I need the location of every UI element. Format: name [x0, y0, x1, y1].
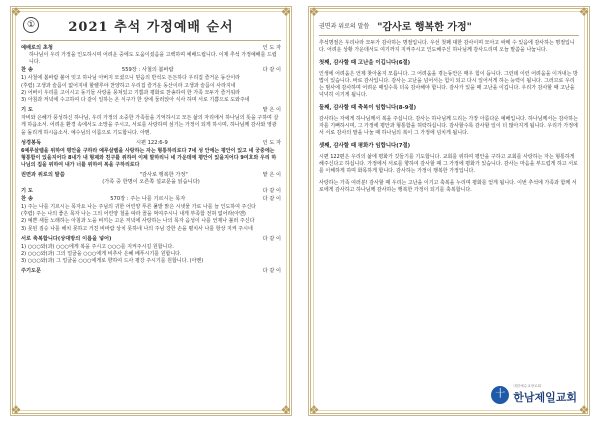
- section-heading: 둘째, 감사할 때 축복이 임합니다(8-9절): [319, 104, 417, 111]
- blessing-line: 1) ○○○와(과) ○○○에게 복을 주시고 ○○○를 지켜주시길 원합니다.: [21, 243, 174, 250]
- prayer2-leader: 다 같 이: [262, 187, 281, 194]
- church-name: 한남제일교회: [513, 391, 577, 404]
- blessing-line: 2) ○○○와(과) 그의 얼굴을 ○○○에게 비추사 은혜 베푸시기를 원합니다.: [21, 250, 182, 257]
- prayer2-label: 기 도: [21, 187, 33, 194]
- sermon-label: 권면과 위로의 말씀: [21, 172, 65, 179]
- blessing-list: [21, 244, 281, 266]
- section-body: 감사하는 자에게 하나님께서 복을 주십니다. 감사는 하나님께 드리는 가장 아름다운 예배입니다. 하나님께서는 감사하는 자를 기뻐하시며, 그 가정에 평안과 형통함을 허락하십니다. 감사할수록 감사할 일이 더 많아지게 됩니다. 우리가 가정에서 서로 감사의 말을 나눌 때 하나님의 복이 그 가정에 넘치게 됩니다.: [319, 115, 578, 137]
- church-logo: [491, 384, 577, 405]
- blessing-line: 3) ○○○와(과) 그 얼굴을 ○○○에게로 향하여 드사 평강 주시기를 원합니다. (아멘): [21, 258, 204, 265]
- lyric-line: 1) 주는 나를 기르시는 목자요 나는 주님의 귀한 어린양 푸른 풀밭 맑은 시냇물 가로 나를 늘 인도하여 주신다: [21, 203, 257, 210]
- sermon-leader: 맡 은 이: [262, 172, 281, 179]
- hymn2-leader: 다 같 이: [262, 195, 281, 202]
- hymn2-row: [21, 195, 281, 203]
- ornament-corner-icon: ❖: [308, 403, 320, 417]
- lyric-line: 2) 어버이 우리를 고이시고 동기들 사랑을 뭉쳐있고 기쁨과 평화로 찬송하여 한 가족 모두가 즐거워라: [21, 89, 240, 96]
- blessing-leader: 다 같 이: [262, 235, 281, 242]
- cross-icon: 十: [491, 386, 509, 404]
- hymn1-label: 찬 송: [21, 67, 33, 74]
- page-title: 2021 추석 가정예배 순서: [68, 20, 234, 35]
- ornament-corner-icon: ❖: [308, 5, 320, 19]
- scripture-ref: 시편 122:6-9: [135, 139, 168, 146]
- section-heading: 첫째, 감사할 때 고난을 이깁니다(6절): [319, 59, 411, 66]
- lyric-line: 1) 사철에 봄바람 불어 잇고 하나님 아버지 모셨으니 믿음의 반석도 든든하다 우리집 즐거운 동산이라: [21, 75, 240, 82]
- ornament-corner-icon: ❖: [10, 403, 22, 417]
- hymn2-label: 찬 송: [21, 195, 33, 202]
- section-body: 시편 122편은 우리의 삶에 평화가 깃들기를 기도합니다. 교회를 위하여 평안을 구하고 교회를 사랑하는 자는 형통하게 해주신다고 하십니다. 가정에서 서로를 향하여 감사할 때 그 가정에 평화가 있습니다. 감사는 마음을 부드럽게 하고 서로를 이해하게 하며 화목하게 합니다. 감사하는 가정이 행복한 가정입니다.: [319, 153, 578, 175]
- lords-prayer-row: [21, 267, 281, 275]
- prayer1-text: 자비와 은혜가 풍성하신 하나님, 우리 가정의 소중한 가족들을 기억하시고 모든 삶의 자리에서 하나님의 뜻을 구하며 살게 하옵소서. 어려운 환경 속에서도 소망을 주시고, 서로를 사랑하며 섬기는 가정이 되게 하시며, 하나님께 감사와 영광을 돌리게 하시옵소서. 예수님의 이름으로 기도합니다. 아멘.: [21, 115, 279, 136]
- section-heading: 셋째, 감사할 때 평화가 임합니다(7절): [319, 142, 411, 149]
- prayer1-label: 기 도: [21, 107, 33, 114]
- scripture-label: 성경봉독: [21, 139, 42, 146]
- invite-row: [21, 44, 281, 52]
- right-page: [308, 6, 590, 416]
- scripture-text: 6예루살렘을 위하여 평안을 구하라 예루살렘을 사랑하는 자는 형통하리로다 7네 성 안에는 평안이 있고 네 궁중에는 형통함이 있을지어다 8내가 내 형제와 친구를 위하여 이제 말하리니 네 가운데에 평안이 있을지어다 9여호와 우리 하나님의 집을 위하여 내가 너를 위하여 복을 구하리로다: [21, 147, 277, 169]
- hymn1-leader: 다 같 이: [262, 67, 281, 74]
- prayer1-leader: 맡 은 이: [262, 107, 281, 114]
- ornament-corner-icon: ❖: [280, 5, 292, 19]
- hymn2-lyrics: [21, 204, 281, 233]
- sermon-label: 권면과 위로의 말씀: [319, 23, 370, 30]
- lyric-line: 3) 못된 짐승 나를 해치 못하고 거친 비바람 상치 못하네 나의 주님 강한 손을 펼치사 나를 항상 지켜 주시네: [21, 225, 253, 232]
- hymn1-row: [21, 66, 281, 74]
- hymn1-lyrics: [21, 75, 281, 104]
- lyric-line: 3) 아침과 저녁에 수고하여 다 같이 일하는 온 식구가 한 상에 둘러앉아 식사 하며 서로 기쁨으로 도와주네: [21, 97, 250, 104]
- left-page: [10, 6, 292, 416]
- scripture-leader: 인 도 자: [262, 139, 281, 146]
- divider: [21, 40, 281, 41]
- invite-leader: 인 도 자: [262, 45, 281, 51]
- logo-text: [513, 384, 577, 405]
- lyric-line: (후렴) 주는 나의 좋은 목자 나는 그의 어린양 철을 따라 꼴을 먹여주시니 내게 부족함 전혀 없어라(아멘): [21, 211, 246, 218]
- prayer1-row: [21, 106, 281, 114]
- ornament-corner-icon: ❖: [10, 5, 22, 19]
- ornament-corner-icon: ❖: [578, 403, 590, 417]
- sermon-intro: 추석명절은 우리나라 모두가 감사하는 명절입니다. 우선 첫째 대한 감사이며 모아고 싸메 수 있음에 감사하는 명절입니다. 어려운 상황 가운데서도 여기까지 지켜주시고 인도해주신 하나님께 감사드리며 오늘 말씀을 나눕니다.: [319, 40, 575, 54]
- sermon-closing: 사랑하는 가족 여러분! 감사할 때 우리는 고난을 이기고 축복을 누리며 평화를 얻게 됩니다. 이번 추석에 가족과 함께 서로에게 감사하고 하나님께 감사하는 행복한 가정이 되기를 축복합니다.: [319, 179, 577, 193]
- hymn2-title: 570장 : 주는 나를 기르시는 목자: [110, 195, 186, 202]
- ornament-corner-icon: ❖: [578, 5, 590, 19]
- blessing-row: [21, 235, 281, 243]
- hymn1-title: 559장 : 사철의 봄바람: [121, 67, 174, 74]
- lyric-line: 2) 예쁜 새들 노래하는 아침과 노을 비끼는 고운 저녁에 사랑하는 나의 목자 음성이 나를 언제나 불러 주신다: [21, 218, 255, 225]
- sermon-header: [319, 18, 579, 33]
- sermon-note: (가족 중 한명이 오른쪽 설교문을 읽습니다): [102, 179, 200, 186]
- invite-text: 하나님이 우리 가정을 인도하시며 어려운 중에도 도움이셨음을 고백하며 예배드립니다. 이제 추석 가정예배를 드립니다.: [29, 52, 277, 66]
- lords-prayer-label: 주기도문: [21, 268, 42, 275]
- scripture-row: [21, 139, 281, 147]
- section-body: 인생에 어려움은 언제 찾아올지 모릅니다. 그 어려움을 겪는동안은 매우 힘이 듭니다. 그런데 이런 어려움을 이겨내는 방법이 있습니다. 바로 감사입니다. 감사는 고난을 넘어서는 힘이 되고 다시 일어서게 하는 능력이 됩니다. 그러므로 우리는 범사에 감사하며 어려운 때일수록 더욱 감사해야 합니다. 감사가 있을 때 고난을 이깁니다. 우리가 감사할 때 고난을 넉넉히 이기게 됩니다.: [319, 70, 578, 99]
- divider: [319, 35, 579, 36]
- prayer2-row: [21, 187, 281, 195]
- sermon-title: "감사로 행복한 가정": [139, 172, 188, 179]
- blessing-label: 서로 축복합니다(상대방의 이름을 넣어): [21, 235, 112, 242]
- ornament-corner-icon: ❖: [280, 403, 292, 417]
- denomination: 대한예수교장로회: [513, 384, 542, 388]
- order-header: [21, 16, 281, 38]
- lyric-line: (후렴) 고생과 슬픔이 없어지네 할렐루야 찬양하고 우리집 즐거운 동산이라 고생과 슬픔이 사라지네: [21, 82, 236, 89]
- invite-label: 예배로의 초청: [21, 45, 53, 51]
- page-number: ①: [23, 17, 39, 33]
- sermon-title: "감사로 행복한 가정": [377, 22, 472, 33]
- lords-prayer-leader: 다 같 이: [262, 268, 281, 275]
